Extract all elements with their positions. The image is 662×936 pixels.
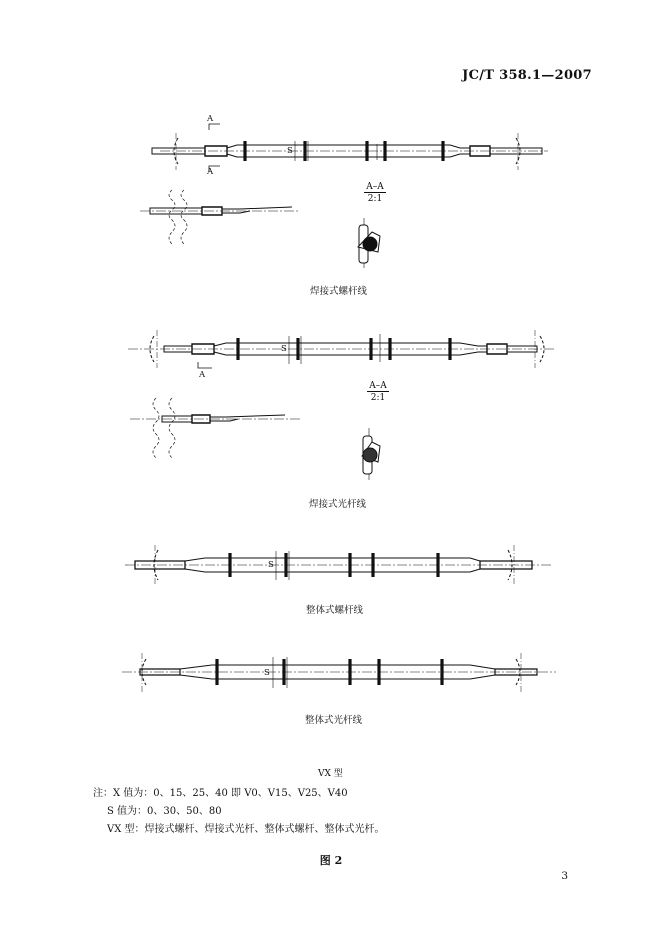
note-line-2: S 值为：0、30、50、80	[107, 806, 222, 817]
caption-integral-smooth: 整体式光杆线	[305, 715, 363, 726]
section-title: A–A	[366, 182, 384, 192]
dimension-s: S	[281, 344, 287, 354]
standard-number: JC/T 358.1—2007	[462, 68, 592, 83]
section-title: A–A	[369, 381, 387, 391]
caption-welded-smooth: 焊接式光杆线	[309, 499, 367, 510]
dimension-s: S	[268, 560, 274, 570]
figure-label: 图 2	[319, 854, 343, 867]
section-mark-bottom: A	[207, 167, 214, 177]
dimension-s: S	[264, 668, 270, 678]
section-mark-top: A	[207, 114, 214, 124]
type-title: VX 型	[318, 769, 343, 779]
page-number: 3	[561, 870, 568, 882]
caption-integral-threaded: 整体式螺杆线	[306, 605, 364, 616]
section-scale: 2:1	[367, 194, 383, 204]
section-scale: 2:1	[370, 393, 386, 403]
note-line-1: 注：X 值为：0、15、25、40 即 V0、V15、V25、V40	[93, 788, 348, 799]
caption-welded-threaded: 焊接式螺杆线	[310, 286, 368, 297]
dimension-s: S	[287, 146, 293, 156]
note-line-3: VX 型：焊接式螺杆、焊接式光杆、整体式螺杆、整体式光杆。	[107, 824, 385, 835]
section-mark: A	[199, 370, 206, 380]
